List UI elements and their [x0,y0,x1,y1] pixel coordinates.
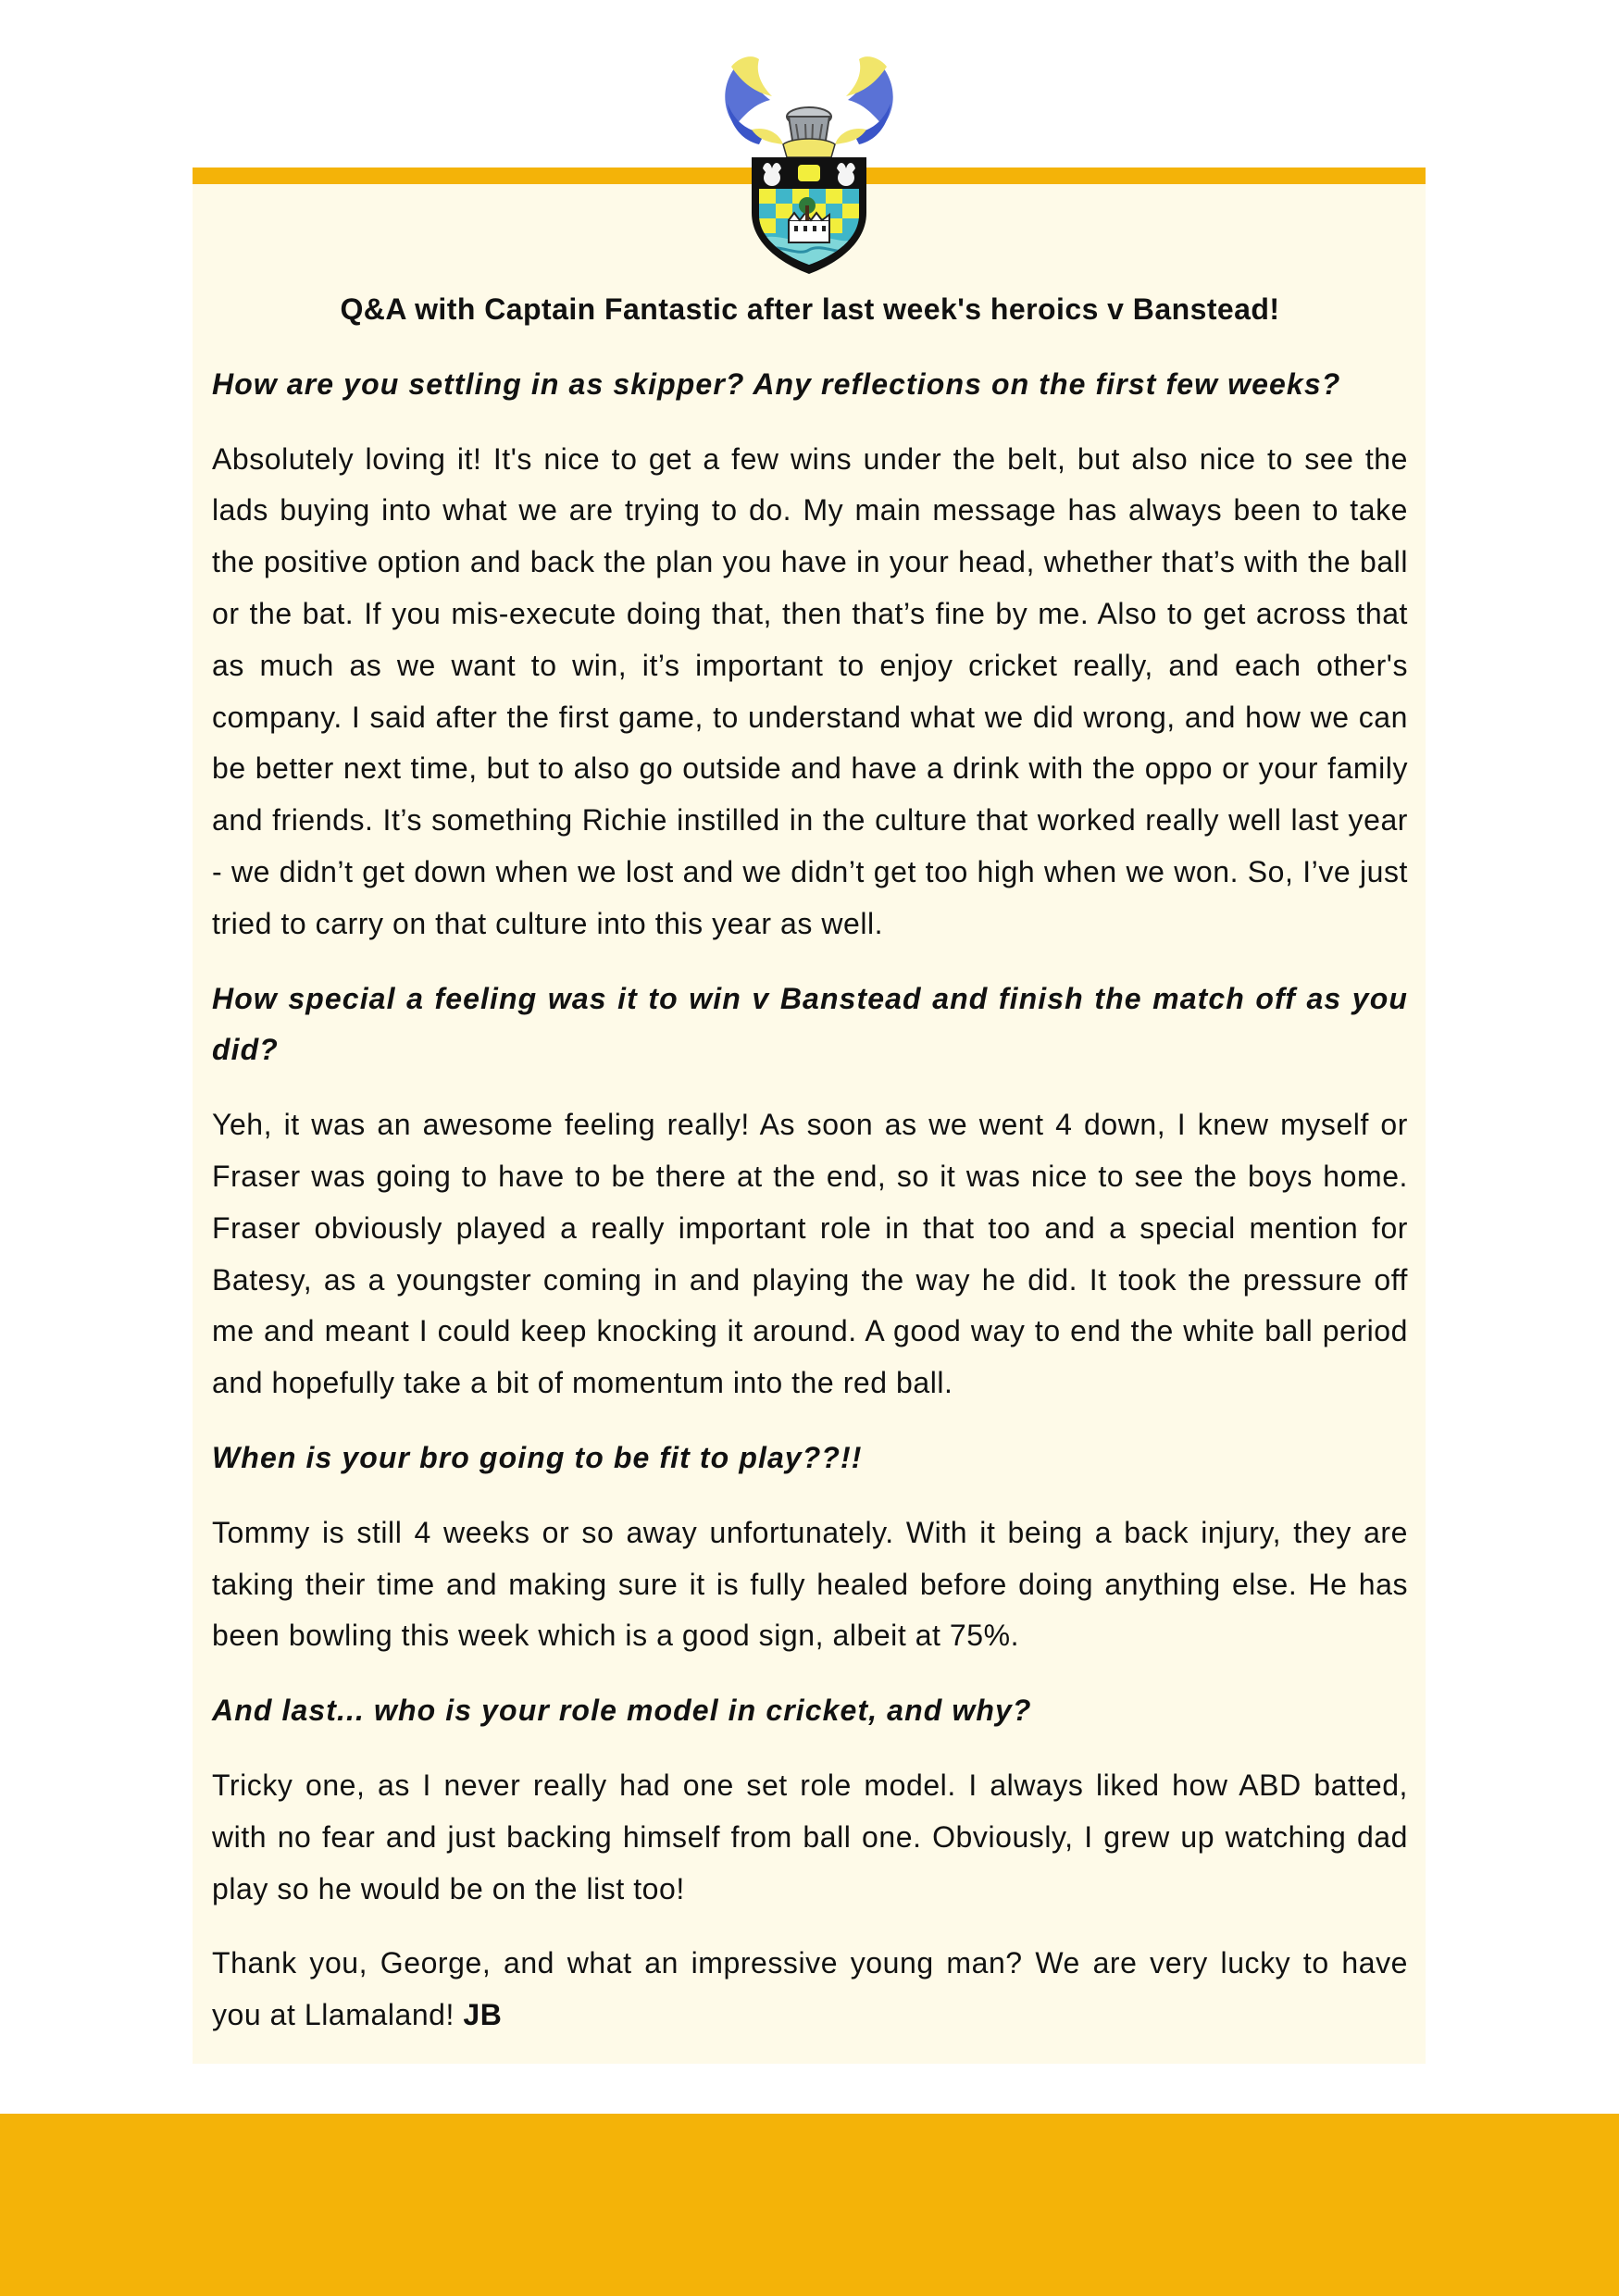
question-3: When is your bro going to be fit to play??!! [212,1440,863,1474]
closing-text: Thank you, George, and what an impressive young man? We are very lucky to have you at Llamaland! [212,1946,1408,2032]
article-body [212,284,1408,2042]
club-crest-icon [715,48,903,279]
closing-paragraph [212,1938,1408,2042]
author-signature: JB [463,1998,503,2032]
footer-band [0,2114,1619,2296]
answer-1: Absolutely loving it! It's nice to get a few wins under the belt, but also nice to see the lads buying into what we are trying to do. My main message has always been to take the positive option and back the plan you have in your head, whether that’s with the ball or the bat. If you mis-execute doing that, then that’s fine by me. Also to get across that as much as we want to win, it’s important to enjoy cricket really, and each other's company. I said after the first game, to understand what we did wrong, and how we can be better next time, but to also go outside and have a drink with the oppo or your family and friends. It’s something Richie instilled in the culture that worked really well last year - we didn’t get down when we lost and we didn’t get too high when we won. So, I’ve just tried to carry on that culture into this year as well. [212,441,1408,940]
answer-2: Yeh, it was an awesome feeling really! As soon as we went 4 down, I knew myself or Fraser was going to have to be there at the end, so it was nice to see the boys home. Fraser obviously played a really important role in that too and a special mention for Batesy, as a youngster coming in and playing the way he did. It took the pressure off me and meant I could keep knocking it around. A good way to end the white ball period and hopefully take a bit of momentum into the red ball. [212,1108,1408,1400]
question-1: How are you settling in as skipper? Any reflections on the first few weeks? [212,366,1341,401]
question-4: And last... who is your role model in cricket, and why? [212,1694,1032,1728]
answer-3: Tommy is still 4 weeks or so away unfortunately. With it being a back injury, they are taking their time and making sure it is fully healed before doing anything else. He has been bowling this week which is a good sign, albeit at 75%. [212,1515,1408,1653]
answer-4: Tricky one, as I never really had one set role model. I always liked how ABD batted, with no fear and just backing himself from ball one. Obviously, I grew up watching dad play so he would be on the list too! [212,1768,1408,1905]
article-title: Q&A with Captain Fantastic after last week's heroics v Banstead! [340,292,1280,326]
question-2: How special a feeling was it to win v Banstead and finish the match off as you did? [212,981,1408,1067]
